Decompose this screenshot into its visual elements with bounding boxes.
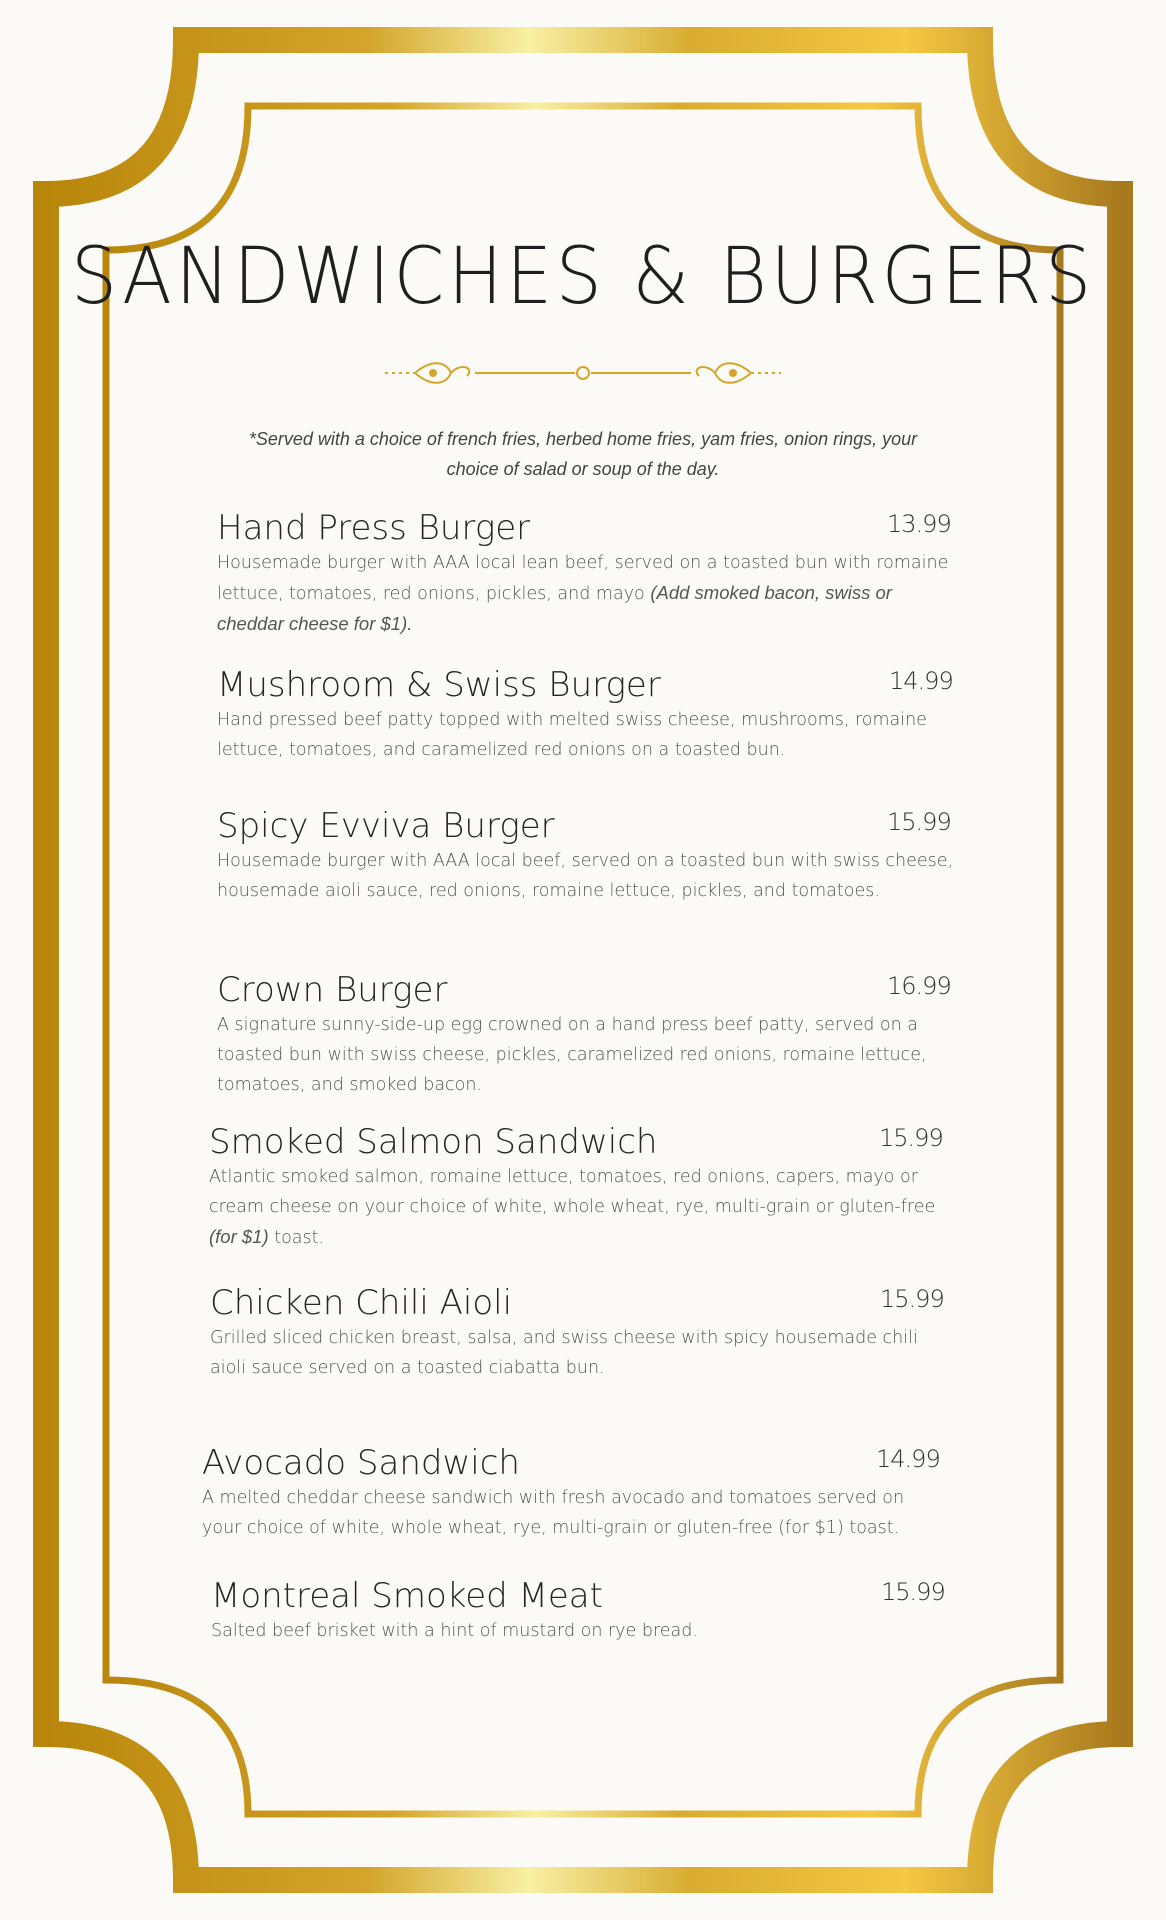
menu-item bbox=[217, 806, 957, 906]
item-description: Housemade burger with AAA local lean beef, served on a toasted bun with romaine lettuce, tomatoes, red onions, pickles, and mayo (Add smoked bacon, swiss or cheddar cheese for $1). bbox=[217, 553, 949, 634]
item-price: 14.99 bbox=[889, 667, 953, 695]
menu-title: SANDWICHES & BURGERS bbox=[71, 232, 1095, 322]
item-price: 13.99 bbox=[887, 510, 951, 538]
served-with-note: *Served with a choice of french fries, herbed home fries, yam fries, onion rings, your choice of salad or soup of the day. bbox=[248, 429, 918, 479]
item-description: Hand pressed beef patty topped with melted swiss cheese, mushrooms, romaine lettuce, tomatoes, and caramelized red onions on a toasted bun. bbox=[217, 710, 927, 760]
item-price: 14.99 bbox=[876, 1445, 940, 1473]
item-price: 16.99 bbox=[887, 972, 951, 1000]
item-name: Crown Burger bbox=[217, 970, 448, 1010]
menu-item bbox=[211, 1576, 951, 1646]
item-name: Chicken Chili Aioli bbox=[210, 1283, 513, 1323]
menu-item bbox=[210, 1283, 950, 1383]
item-price: 15.99 bbox=[881, 1578, 945, 1606]
item-price: 15.99 bbox=[880, 1285, 944, 1313]
menu-item bbox=[202, 1443, 942, 1543]
item-name: Spicy Evviva Burger bbox=[217, 806, 555, 846]
item-price: 15.99 bbox=[887, 808, 951, 836]
item-description: Atlantic smoked salmon, romaine lettuce, tomatoes, red onions, capers, mayo or cream cheese on your choice of white, whole wheat, rye, multi-grain or gluten-free (for $1) toast. bbox=[209, 1167, 936, 1248]
item-description: Salted beef brisket with a hint of mustard on rye bread. bbox=[211, 1621, 698, 1641]
menu-item bbox=[217, 508, 957, 640]
item-description: A signature sunny-side-up egg crowned on a hand press beef patty, served on a toasted bun with swiss cheese, pickles, caramelized red onions, romaine lettuce, tomatoes, and smoked bacon. bbox=[217, 1015, 927, 1095]
ornament-divider bbox=[385, 358, 781, 388]
item-name: Smoked Salmon Sandwich bbox=[209, 1122, 658, 1162]
menu-item bbox=[209, 1122, 949, 1253]
item-name: Avocado Sandwich bbox=[202, 1443, 520, 1483]
menu-item bbox=[217, 970, 957, 1100]
menu-item bbox=[217, 665, 957, 765]
item-name: Montreal Smoked Meat bbox=[211, 1576, 603, 1616]
item-name: Mushroom & Swiss Burger bbox=[217, 665, 661, 705]
item-description: Grilled sliced chicken breast, salsa, and swiss cheese with spicy housemade chili aioli sauce served on a toasted ciabatta bun. bbox=[210, 1328, 918, 1378]
item-description: Housemade burger with AAA local beef, served on a toasted bun with swiss cheese, housemade aioli sauce, red onions, romaine lettuce, pickles, and tomatoes. bbox=[217, 851, 954, 901]
item-name: Hand Press Burger bbox=[217, 508, 531, 548]
item-price: 15.99 bbox=[879, 1124, 943, 1152]
item-description: A melted cheddar cheese sandwich with fresh avocado and tomatoes served on your choice of white, whole wheat, rye, multi-grain or gluten-free (for $1) toast. bbox=[202, 1488, 905, 1538]
